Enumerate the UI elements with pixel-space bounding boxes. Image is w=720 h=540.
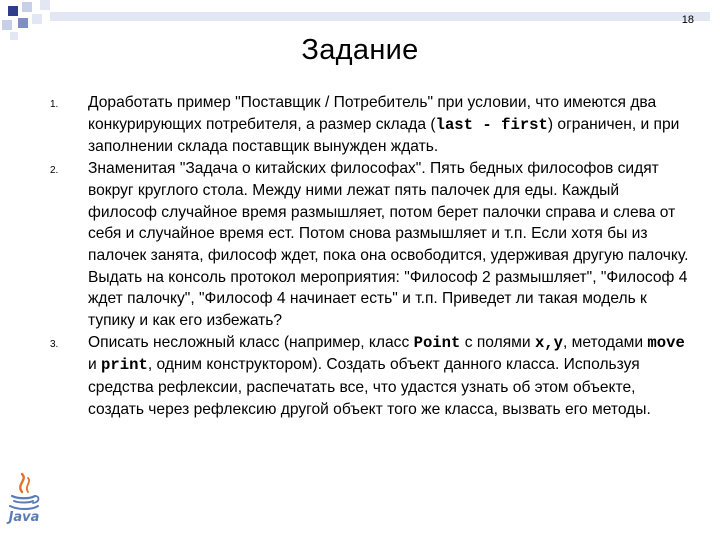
task-number: 2. <box>50 165 59 177</box>
task-item <box>50 332 690 421</box>
header-bar <box>50 12 710 21</box>
code-inline: Point <box>413 333 461 352</box>
task-text: Знаменитая "Задача о китайских философах". Пять бедных философов сидят вокруг круглого стола. Между ними лежат пять палочек для еды. Каждый философ случайное время размышляет, потом берет палочки справа и слева от себя и случайное время ест. Потом снова размышляет и т.п. Если хотя бы из палочек занята, философ ждет, пока она освободится, удерживая другую палочку. Выдать на консоль протокол мероприятия: "Философ 2 размышляет", "Философ 4 ждет палочку", "Философ 4 начинает есть" и т.п. Приведет ли такая модель к тупику и как его избежать? <box>88 160 689 330</box>
task-text: и <box>88 356 102 374</box>
decor-square <box>32 14 42 24</box>
task-text: , одним конструктором). Создать объект данного класса. Используя средства рефлексии, распечатать все, что удастся узнать об этом объекте, создать через рефлексию другой объект того же класса, вызвать его методы. <box>88 356 651 418</box>
task-number: 1. <box>50 99 59 110</box>
task-text: Доработать пример "Поставщик / Потребитель" при условии, что имеются два конкурирующих потребителя, а размер склада ( <box>88 94 657 133</box>
task-text: , методами <box>563 333 648 351</box>
task-text: Описать несложный класс (например, класс <box>88 333 414 351</box>
task-list <box>50 92 690 421</box>
decor-square <box>8 6 18 16</box>
code-inline: last - first <box>435 115 548 134</box>
task-item <box>50 158 690 332</box>
decor-square <box>18 18 28 28</box>
decor-square <box>40 0 50 10</box>
code-inline: x,y <box>534 333 564 352</box>
slide-number: 18 <box>681 14 694 26</box>
code-inline: move <box>647 333 685 352</box>
slide-title: Задание <box>301 34 419 66</box>
decor-square <box>22 2 32 12</box>
task-number: 3. <box>50 338 59 350</box>
task-item <box>50 92 690 158</box>
task-text: с полями <box>460 333 535 351</box>
task-text: ) ограничен, и при заполнении склада поставщик вынужден ждать. <box>88 115 680 156</box>
java-logo-text: Java <box>8 510 40 525</box>
code-inline: print <box>101 356 148 375</box>
decor-square <box>2 20 12 30</box>
